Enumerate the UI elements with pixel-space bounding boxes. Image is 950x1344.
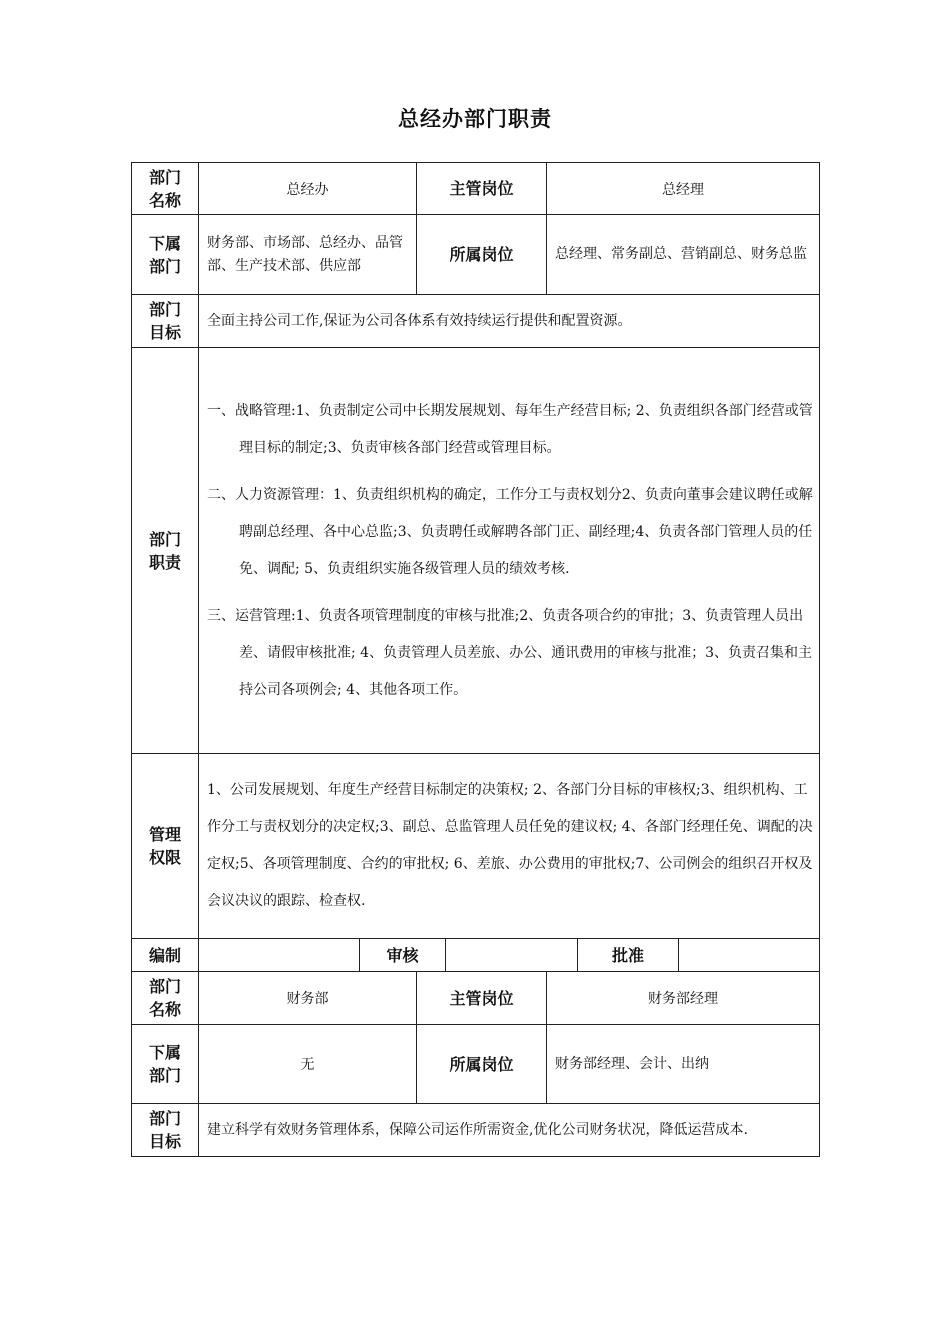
dept-name-value-2: 财务部 <box>198 971 417 1025</box>
label-member-post-2: 所属岗位 <box>416 1024 547 1104</box>
page-title: 总经办部门职责 <box>398 107 552 131</box>
resp-item-strategy: 一、战略管理:1、负责制定公司中长期发展规划、每年生产经营目标; 2、负责组织各部门经营或管理目标的制定;3、负责审核各部门经营或管理目标。 <box>207 402 813 456</box>
label-approve: 批准 <box>577 938 679 972</box>
label-head-post: 主管岗位 <box>416 162 547 215</box>
resp-item-hr: 二、人力资源管理：1、负责组织机构的确定，工作分工与责权划分2、负责向董事会建议聘任或解聘副总经理、各中心总监;3、负责聘任或解聘各部门正、副经理;4、负责各部门管理人员的任免、调配; 5、负责组织实施各级管理人员的绩效考核. <box>207 486 813 577</box>
label-dept-name-2: 部门 名称 <box>131 971 199 1025</box>
approve-value <box>678 938 820 972</box>
sub-dept-value-2: 无 <box>198 1024 417 1104</box>
dept-name-value: 总经办 <box>198 162 417 215</box>
resp-item-operations: 三、运营管理:1、负责各项管理制度的审核与批准;2、负责各项合约的审批；3、负责管理人员出差、请假审核批准; 4、负责管理人员差旅、办公、通讯费用的审核与批准；3、负责召集和主持公司各项例会; 4、其他各项工作。 <box>207 607 812 698</box>
member-post-value-2: 财务部经理、会计、出纳 <box>546 1024 820 1104</box>
review-value <box>445 938 578 972</box>
label-dept-name: 部门 名称 <box>131 162 199 215</box>
label-head-post-2: 主管岗位 <box>416 971 547 1025</box>
head-post-value: 总经理 <box>546 162 820 215</box>
mgmt-auth-value: 1、公司发展规划、年度生产经营目标制定的决策权; 2、各部门分目标的审核权;3、组织机构、工作分工与责权划分的决定权;3、副总、总监管理人员任免的建议权; 4、各部门经理任免、调配的决定权;5、各项管理制度、合约的审批权; 6、差旅、办公费用的审批权;7、公司例会的组织召开权及会议决议的跟踪、检查权. <box>198 753 820 939</box>
label-dept-resp: 部门 职责 <box>131 347 199 754</box>
label-member-post: 所属岗位 <box>416 214 547 295</box>
compile-value <box>198 938 360 972</box>
label-mgmt-auth: 管理 权限 <box>131 753 199 939</box>
label-dept-goal-2: 部门 目标 <box>131 1103 199 1157</box>
dept-goal-value: 全面主持公司工作,保证为公司各体系有效持续运行提供和配置资源。 <box>198 294 820 348</box>
label-compile: 编制 <box>131 938 199 972</box>
member-post-value: 总经理、常务副总、营销副总、财务总监 <box>546 214 820 295</box>
head-post-value-2: 财务部经理 <box>546 971 820 1025</box>
label-dept-goal: 部门 目标 <box>131 294 199 348</box>
dept-resp-value <box>198 347 820 754</box>
label-review: 审核 <box>359 938 446 972</box>
dept-goal-value-2: 建立科学有效财务管理体系，保障公司运作所需资金,优化公司财务状况，降低运营成本. <box>198 1103 820 1157</box>
label-sub-dept: 下属 部门 <box>131 214 199 295</box>
label-sub-dept-2: 下属 部门 <box>131 1024 199 1104</box>
sub-dept-value: 财务部、市场部、总经办、品管部、生产技术部、供应部 <box>198 214 417 295</box>
